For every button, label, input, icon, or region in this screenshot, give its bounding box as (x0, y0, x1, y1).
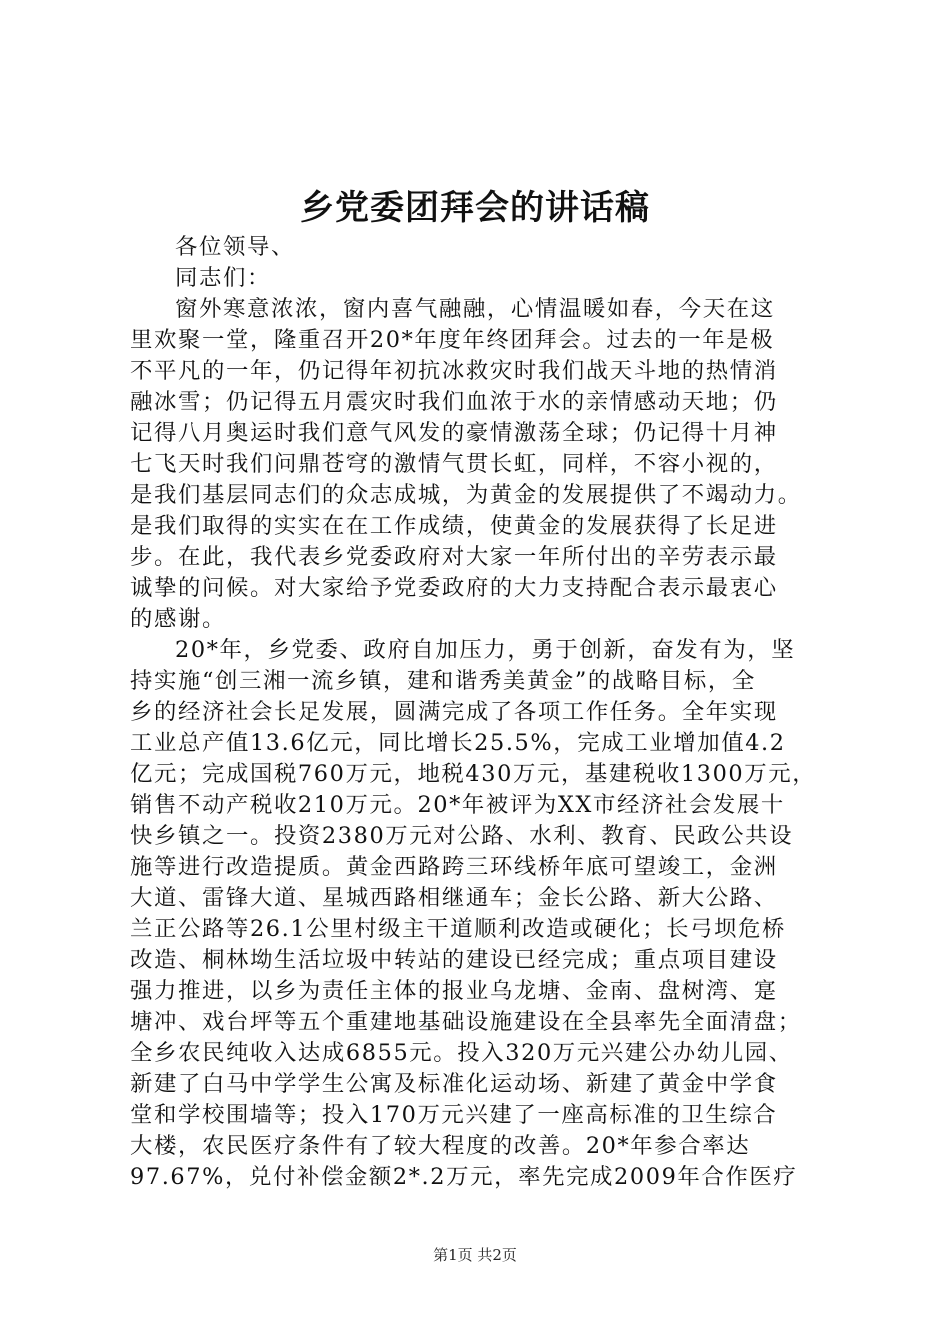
paragraph-line: 97.67%，兑付补偿金额2*.2万元，率先完成2009年合作医疗 (130, 1164, 798, 1190)
paragraph-line: 里欢聚一堂，隆重召开20*年度年终团拜会。过去的一年是极 (130, 327, 775, 353)
paragraph-line: 堂和学校围墙等；投入170万元兴建了一座高标准的卫生综合 (130, 1102, 778, 1128)
paragraph-line: 改造、桐林坳生活垃圾中转站的建设已经完成；重点项目建设 (130, 947, 778, 973)
paragraph-line: 诚挚的问候。对大家给予党委政府的大力支持配合表示最衷心 (130, 575, 778, 601)
page-number-footer: 第1页 共2页 (433, 1246, 517, 1264)
paragraph-line: 新建了白马中学学生公寓及标准化运动场、新建了黄金中学食 (130, 1071, 778, 1097)
paragraph-line: 窗外寒意浓浓，窗内喜气融融，心情温暖如春，今天在这 (175, 296, 775, 322)
paragraph-line: 施等进行改造提质。黄金西路跨三环线桥年底可望竣工，金洲 (130, 854, 778, 880)
paragraph-line: 亿元；完成国税760万元，地税430万元，基建税收1300万元， (130, 761, 817, 787)
paragraph-line: 记得八月奥运时我们意气风发的豪情激荡全球；仍记得十月神 (130, 420, 778, 446)
paragraph-line: 七飞天时我们问鼎苍穹的激情气贯长虹，同样，不容小视的， (130, 451, 778, 477)
paragraph-line: 的感谢。 (130, 606, 226, 632)
paragraph-line: 不平凡的一年，仍记得年初抗冰救灾时我们战天斗地的热情消 (130, 358, 778, 384)
paragraph-line: 塘冲、戏台坪等五个重建地基础设施建设在全县率先全面清盘； (130, 1009, 802, 1035)
paragraph-line: 大楼，农民医疗条件有了较大程度的改善。20*年参合率达 (130, 1133, 751, 1159)
document-title: 乡党委团拜会的讲话稿 (300, 188, 650, 228)
paragraph-line: 是我们基层同志们的众志成城，为黄金的发展提供了不竭动力。 (130, 482, 802, 508)
paragraph-line: 兰正公路等26.1公里村级主干道顺利改造或硬化；长弓坝危桥 (130, 916, 787, 942)
paragraph-line: 大道、雷锋大道、星城西路相继通车；金长公路、新大公路、 (130, 885, 778, 911)
paragraph-line: 融冰雪；仍记得五月震灾时我们血浓于水的亲情感动天地；仍 (130, 389, 778, 415)
salutation-line: 同志们： (175, 265, 271, 291)
paragraph-line: 工业总产值13.6亿元，同比增长25.5%，完成工业增加值4.2 (130, 730, 786, 756)
paragraph-line: 销售不动产税收210万元。20*年被评为XX市经济社会发展十 (130, 792, 785, 818)
paragraph-line: 步。在此，我代表乡党委政府对大家一年所付出的辛劳表示最 (130, 544, 778, 570)
paragraph-line: 20*年，乡党委、政府自加压力，勇于创新，奋发有为，坚 (175, 637, 796, 663)
paragraph-line: 乡的经济社会长足发展，圆满完成了各项工作任务。全年实现 (130, 699, 778, 725)
paragraph-line: 快乡镇之一。投资2380万元对公路、水利、教育、民政公共设 (130, 823, 794, 849)
paragraph-line: 持实施“创三湘一流乡镇，建和谐秀美黄金”的战略目标，全 (130, 668, 756, 694)
paragraph-line: 是我们取得的实实在在工作成绩，使黄金的发展获得了长足进 (130, 513, 778, 539)
paragraph-line: 强力推进，以乡为责任主体的报业乌龙塘、金南、盘树湾、寔 (130, 978, 778, 1004)
document-body (130, 232, 832, 1193)
paragraph-line: 全乡农民纯收入达成6855元。投入320万元兴建公办幼儿园、 (130, 1040, 793, 1066)
salutation-line: 各位领导、 (175, 234, 295, 260)
